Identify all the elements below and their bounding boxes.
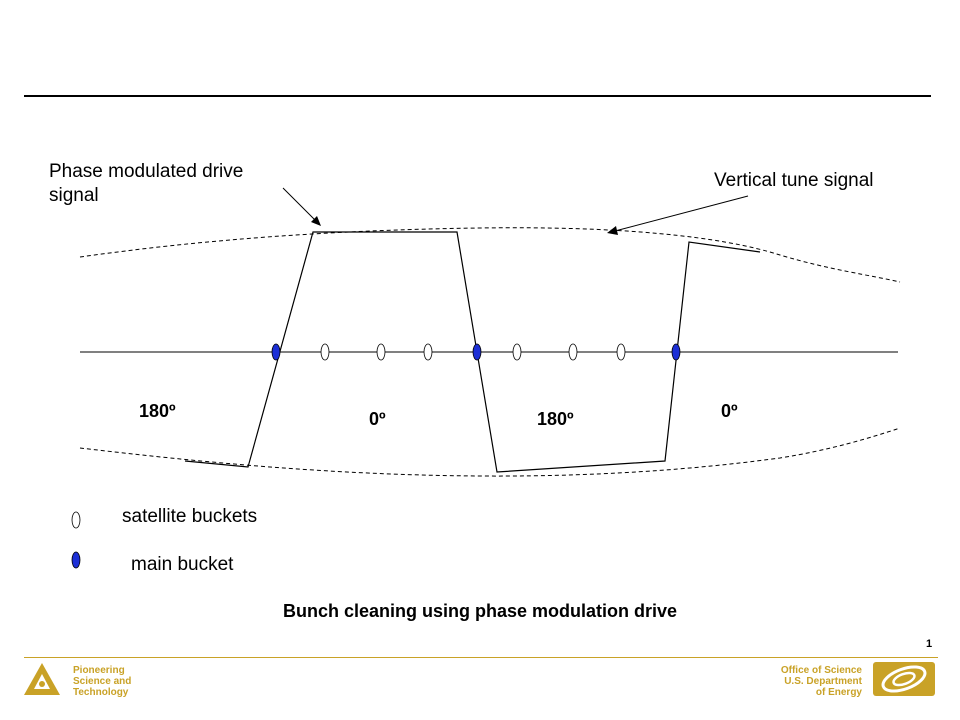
main-bucket [272, 344, 280, 360]
satellite-bucket [377, 344, 385, 360]
vertical-tune-arrow [615, 196, 748, 231]
tune-envelope-upper [80, 228, 900, 282]
legend-satellite-label: satellite buckets [122, 506, 258, 527]
satellite-bucket [321, 344, 329, 360]
satellite-bucket [513, 344, 521, 360]
phase-drive-label: Phase modulated drive signal [49, 161, 244, 206]
footer-right-text: Office of Science U.S. Department of Energy [780, 665, 862, 698]
legend-satellite-symbol [72, 512, 80, 528]
diagram-caption: Bunch cleaning using phase modulation drive [282, 601, 678, 621]
main-bucket [672, 344, 680, 360]
phase-mark-0: 0º [369, 409, 386, 429]
vertical-tune-arrowhead [607, 226, 618, 235]
doe-logo [873, 662, 935, 696]
tune-envelope-lower [80, 428, 900, 476]
vertical-tune-label: Vertical tune signal [714, 170, 874, 191]
satellite-bucket [617, 344, 625, 360]
satellite-bucket [424, 344, 432, 360]
page-number: 1 [926, 638, 933, 650]
legend-main-label: main bucket [131, 554, 234, 575]
footer-left-text: Pioneering Science and Technology [73, 665, 132, 698]
main-bucket [473, 344, 481, 360]
argonne-logo [24, 663, 60, 695]
phase-mark-180: 180º [537, 409, 574, 429]
legend-main-symbol [72, 552, 80, 568]
phase-mark-0: 0º [721, 401, 738, 421]
phase-drive-arrow [283, 188, 318, 223]
footer-rule [24, 657, 938, 658]
satellite-bucket [569, 344, 577, 360]
phase-mark-180: 180º [139, 401, 176, 421]
